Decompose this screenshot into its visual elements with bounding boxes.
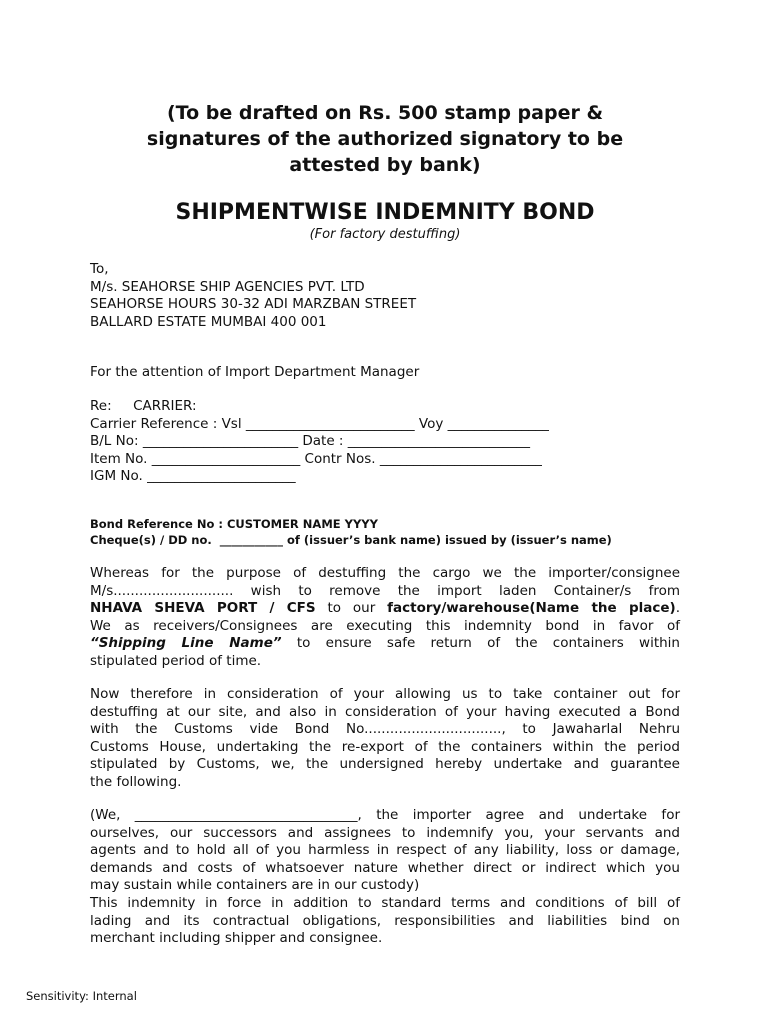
paragraph-line: the following. xyxy=(90,773,182,790)
paragraph-line: (We, _________________________________, the importer agree and undertake for xyxy=(90,807,680,823)
reference-line: Re: CARRIER: xyxy=(90,398,197,414)
port-name: NHAVA SHEVA PORT / CFS xyxy=(90,600,316,617)
instruction-line: attested by bank) xyxy=(289,154,481,176)
reference-line: IGM No. ______________________ xyxy=(90,468,296,485)
paragraph-line: lading and its contractual obligations, responsibilities and liabilities bind on xyxy=(90,912,680,929)
paragraph-line: Customs House, undertaking the re-export of the containers within the period xyxy=(90,738,680,755)
paragraph-consideration xyxy=(90,686,680,792)
reference-block xyxy=(90,398,680,486)
bond-reference-line: Bond Reference No : CUSTOMER NAME YYYY xyxy=(90,517,378,531)
text-segment: . xyxy=(675,600,680,617)
instruction-line: (To be drafted on Rs. 500 stamp paper & xyxy=(166,102,604,124)
paragraph-line: agents and to hold all of you harmless in respect of any liability, loss or damage, xyxy=(90,842,680,859)
shipping-line-name: “Shipping Line Name” xyxy=(90,635,282,652)
attention-line: For the attention of Import Department Manager xyxy=(90,364,420,380)
reference-line: Carrier Reference : Vsl _________________________ Voy _______________ xyxy=(90,415,549,432)
sensitivity-label: Sensitivity: Internal xyxy=(26,989,137,1003)
paragraph-whereas xyxy=(90,565,680,671)
paragraph-line: may sustain while containers are in our custody) xyxy=(90,877,420,894)
cheque-line: Cheque(s) / DD no. ___________ of (issuer’s bank name) issued by (issuer’s name) xyxy=(90,533,612,547)
paragraph-line: Whereas for the purpose of destuffing the cargo we the importer/consignee xyxy=(90,565,680,581)
paragraph-line xyxy=(90,600,680,618)
paragraph-line: demands and costs of whatsoever nature whether direct or indirect which you xyxy=(90,859,680,876)
address-line: To, xyxy=(90,261,109,277)
address-line: SEAHORSE HOURS 30-32 ADI MARZBAN STREET xyxy=(90,296,417,313)
stamp-paper-instruction xyxy=(80,100,690,178)
paragraph-line: ourselves, our successors and assignees to indemnify you, your servants and xyxy=(90,824,680,841)
address-line: M/s. SEAHORSE SHIP AGENCIES PVT. LTD xyxy=(90,278,365,295)
text-segment: to our xyxy=(327,600,376,617)
address-line: BALLARD ESTATE MUMBAI 400 001 xyxy=(90,313,327,330)
paragraph-line: with the Customs vide Bond No................................, to Jawaharlal Nehru xyxy=(90,721,680,738)
document-title: SHIPMENTWISE INDEMNITY BOND xyxy=(175,200,595,225)
paragraph-line: This indemnity in force in addition to standard terms and conditions of bill of xyxy=(90,894,680,911)
paragraph-line: M/s............................ wish to remove the import laden Container/s from xyxy=(90,582,680,599)
reference-line: B/L No: _______________________ Date : ___________________________ xyxy=(90,433,531,450)
paragraph-line: stipulated by Customs, we, the undersigned hereby undertake and guarantee xyxy=(90,756,680,773)
reference-line: Item No. ______________________ Contr Nos. ________________________ xyxy=(90,450,542,467)
bond-reference xyxy=(90,516,680,548)
instruction-line: signatures of the authorized signatory to be xyxy=(146,128,624,150)
paragraph-line: destuffing at our site, and also in consideration of your having executed a Bond xyxy=(90,703,680,720)
paragraph-line: We as receivers/Consignees are executing this indemnity bond in favor of xyxy=(90,617,680,634)
paragraph-line xyxy=(90,635,680,653)
paragraph-line: stipulated period of time. xyxy=(90,652,262,669)
recipient-address xyxy=(90,261,680,331)
paragraph-line: merchant including shipper and consignee. xyxy=(90,930,383,947)
paragraph-undertaking xyxy=(90,807,680,948)
factory-name: factory/warehouse(Name the place) xyxy=(387,600,676,617)
document-subtitle: (For factory destuffing) xyxy=(309,227,461,242)
paragraph-line: Now therefore in consideration of your allowing us to take container out for xyxy=(90,686,680,702)
text-segment: to ensure safe return of the containers within xyxy=(296,635,680,652)
